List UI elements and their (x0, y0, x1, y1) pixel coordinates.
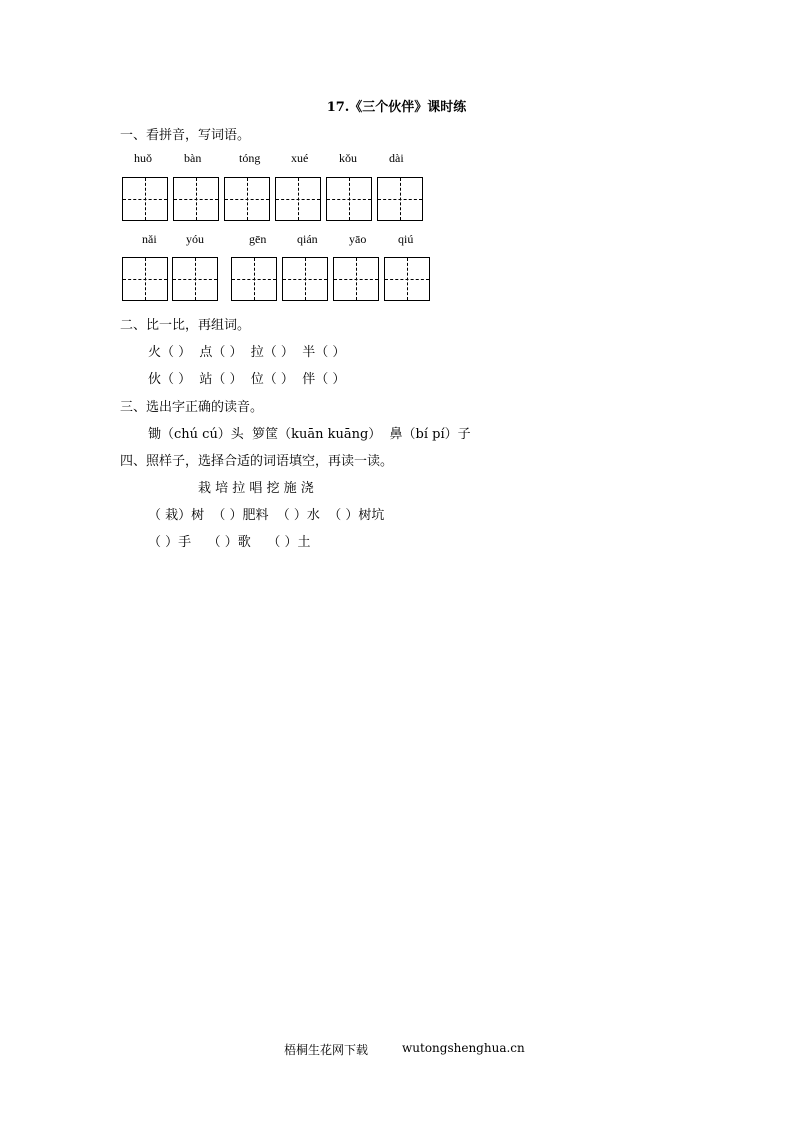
writing-box[interactable] (384, 257, 430, 301)
writing-box[interactable] (275, 177, 321, 221)
pinyin: kǒu (339, 151, 357, 165)
pinyin: gēn (249, 232, 267, 246)
writing-box[interactable] (173, 177, 219, 221)
writing-box[interactable] (172, 257, 218, 301)
fill-line-1: （ 栽）树 （ ）肥料 （ ）水 （ ）树坑 (148, 508, 385, 523)
pinyin: dài (389, 151, 404, 165)
section1-heading: 一、看拼音，写词语。 (120, 128, 251, 143)
writing-box[interactable] (377, 177, 423, 221)
pinyin: yóu (186, 232, 204, 246)
writing-box[interactable] (333, 257, 379, 301)
section3-heading: 三、选出字正确的读音。 (120, 400, 264, 415)
pinyin: qiú (398, 232, 414, 246)
fill-line-2: （ ）手 （ ）歌 （ ）土 (148, 535, 311, 550)
pinyin: yāo (349, 232, 367, 246)
pinyin: huǒ (134, 151, 152, 165)
compare-line-2: 伙（ ） 站（ ） 位（ ） 伴（ ） (148, 372, 346, 387)
pronunciation-line: 锄（chú cú）头 箩筐（kuān kuāng） 鼻（bí pí）子 (148, 427, 471, 442)
footer-text: 梧桐生花网下载 (284, 1043, 369, 1057)
page-title: 17.《三个伙伴》课时练 (326, 100, 467, 115)
footer-site: wutongshenghua.cn (402, 1041, 525, 1055)
word-bank: 栽 培 拉 唱 挖 施 浇 (198, 481, 314, 496)
pinyin: qián (297, 232, 318, 246)
section4-heading: 四、照样子，选择合适的词语填空，再读一读。 (120, 454, 394, 469)
compare-line-1: 火（ ） 点（ ） 拉（ ） 半（ ） (148, 345, 346, 360)
section2-heading: 二、比一比，再组词。 (120, 318, 251, 333)
writing-box[interactable] (326, 177, 372, 221)
pinyin: tóng (239, 151, 261, 165)
writing-box[interactable] (231, 257, 277, 301)
writing-box[interactable] (122, 257, 168, 301)
pinyin: xué (291, 151, 309, 165)
pinyin: nǎi (142, 232, 157, 246)
pinyin: bàn (184, 151, 202, 165)
writing-box[interactable] (282, 257, 328, 301)
writing-box[interactable] (122, 177, 168, 221)
writing-box[interactable] (224, 177, 270, 221)
